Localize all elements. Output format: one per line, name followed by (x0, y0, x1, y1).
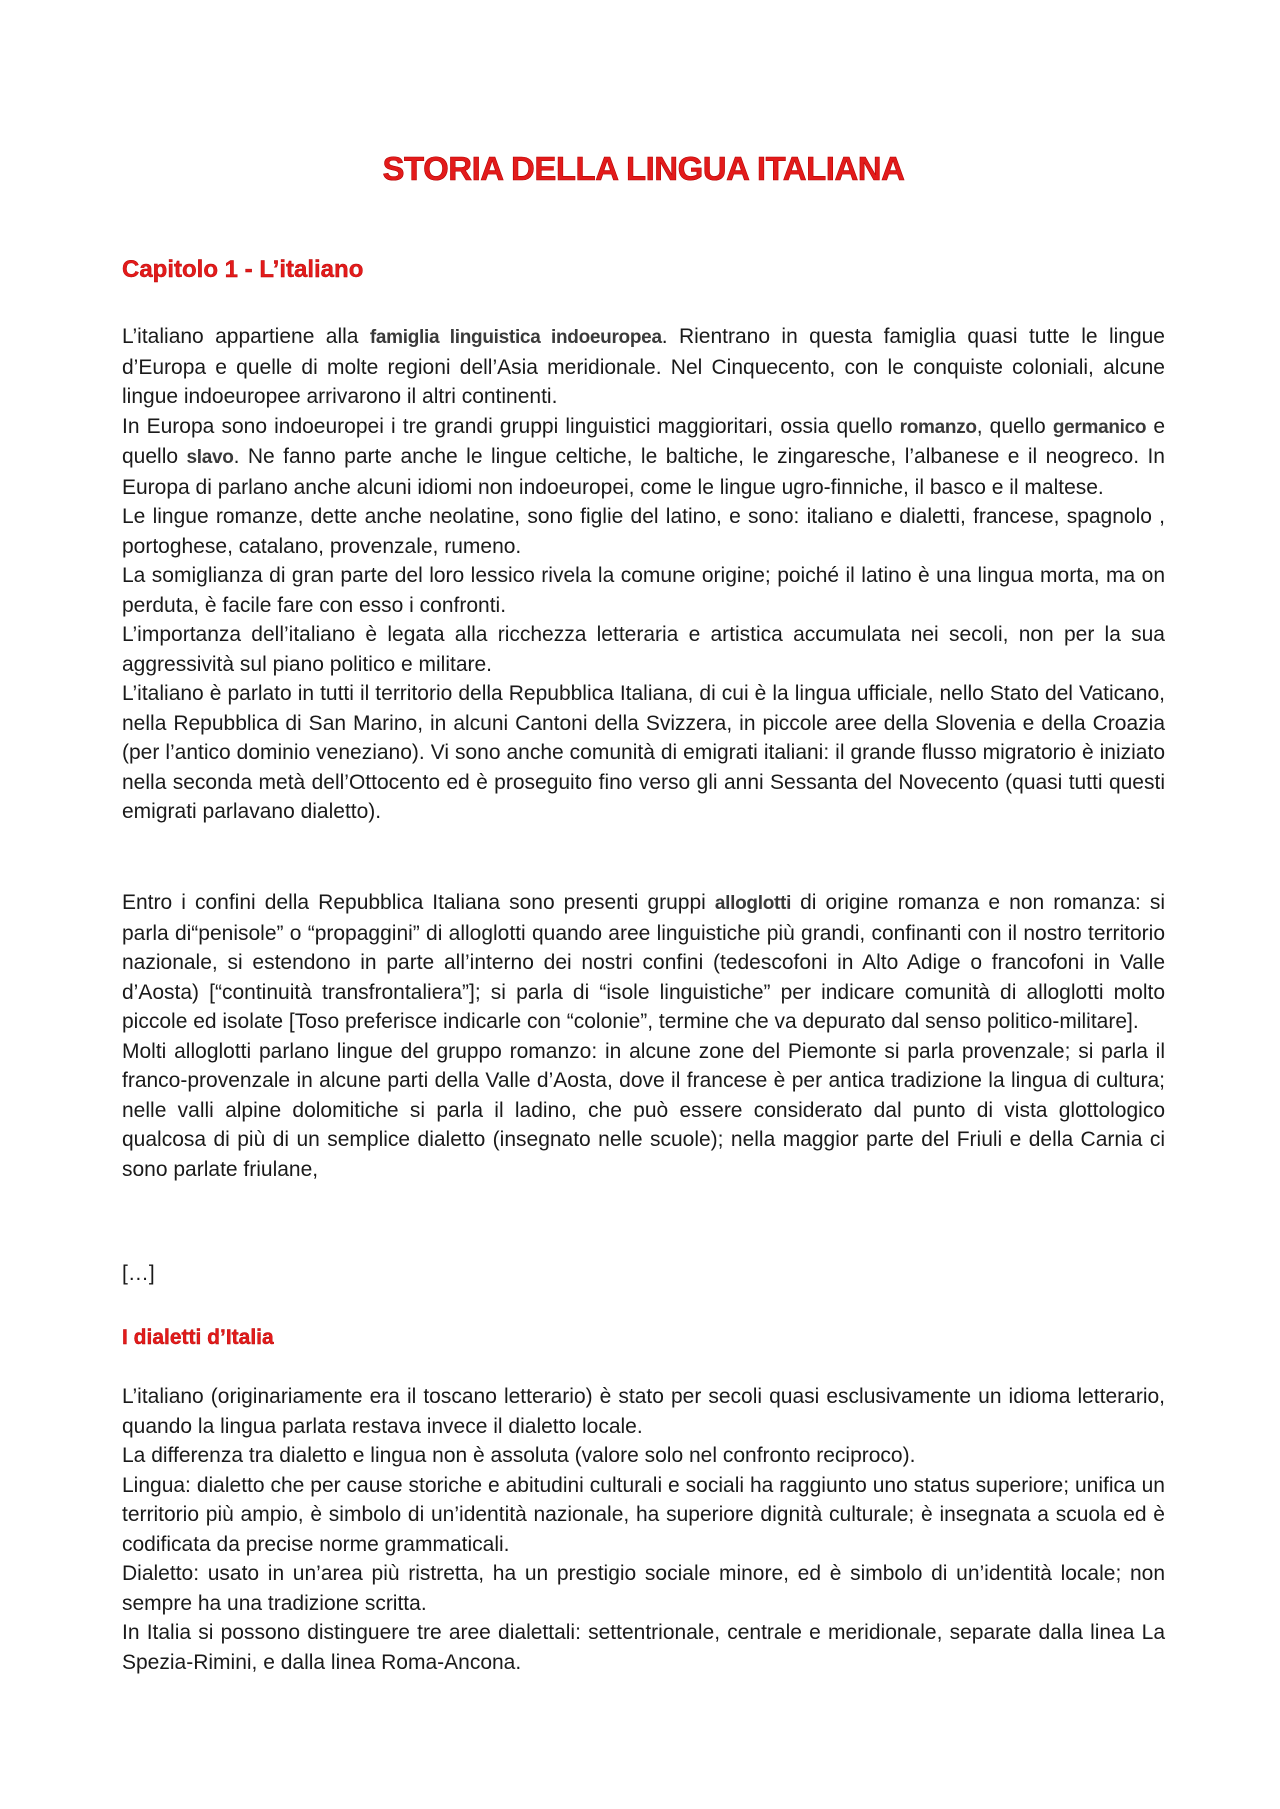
text: e quello (122, 414, 1165, 468)
omitted-text-marker: […] (122, 1262, 155, 1285)
dialetti-block (122, 1382, 1165, 1677)
text: L’italiano appartiene alla (122, 325, 370, 348)
chapter-1-block-b (122, 888, 1165, 1184)
keyword-romanzo: romanzo (899, 416, 977, 438)
keyword-famiglia-linguistica: famiglia linguistica indoeuropea (369, 327, 662, 348)
text: . Ne fanno parte anche le lingue celtiche, le baltiche, le zingaresche, l’albanese e il neogreco. In Europa di parlano anche alcuni idiomi non indoeuropei, come le lingue ugro-finniche, il basco e il maltese. (122, 445, 1165, 499)
text: , quello (976, 414, 1053, 438)
paragraph-idioma-letterario: L’italiano (originariamente era il toscano letterario) è stato per secoli quasi esclusivamente un idioma letterario, quando la lingua parlata restava invece il dialetto locale. (122, 1385, 1165, 1438)
section-title-dialetti: I dialetti d’Italia (122, 1326, 274, 1349)
document-title: STORIA DELLA LINGUA ITALIANA (382, 150, 905, 187)
text: Entro i confini della Repubblica Italiana sono presenti gruppi (122, 891, 715, 914)
chapter-title: Capitolo 1 - L’italiano (122, 256, 364, 283)
paragraph-famiglia (122, 322, 1165, 412)
keyword-germanico: germanico (1052, 416, 1147, 438)
text: . Rientrano in questa famiglia quasi tutte le lingue d’Europa e quelle di molte regioni dell’Asia meridionale. Nel Cinquecento, con le conquiste coloniali, alcune lingue indoeuropee arrivarono il altri continenti. (122, 325, 1165, 408)
paragraph-lingue-romanze: Le lingue romanze, dette anche neolatine, sono figlie del latino, e sono: italiano e dialetti, francese, spagnolo , portoghese, catalano, provenzale, rumeno. (122, 505, 1165, 558)
chapter-1-block-a (122, 322, 1165, 827)
paragraph-aree-dialettali: In Italia si possono distinguere tre aree dialettali: settentrionale, centrale e meridionale, separate dalla linea La Spezia-Rimini, e dalla linea Roma-Ancona. (122, 1621, 1165, 1674)
paragraph-importanza: L’importanza dell’italiano è legata alla ricchezza letteraria e artistica accumulata nei secoli, non per la sua aggressività sul piano politico e militare. (122, 623, 1165, 676)
text: di origine romanza e non romanza: si parla di“penisole” o “propaggini” di alloglotti quando aree linguistiche più grandi, confinanti con il nostro territorio nazionale, si estendono in parte all’interno dei nostri confini (tedescofoni in Alto Adige o francofoni in Valle d’Aosta) [“continuità transfrontaliera”]; si parla di “isole linguistiche” per indicare comunità di alloglotti molto piccole ed isolate [Toso preferisce indicarle con “colonie”, termine che va depurato dal senso politico-militare]. (122, 891, 1165, 1033)
paragraph-somiglianza: La somiglianza di gran parte del loro lessico rivela la comune origine; poiché il latino è una lingua morta, ma on perduta, è facile fare con esso i confronti. (122, 564, 1165, 617)
paragraph-differenza: La differenza tra dialetto e lingua non è assoluta (valore solo nel confronto reciproco). (122, 1444, 916, 1467)
keyword-alloglotti: alloglotti (714, 893, 792, 914)
paragraph-gruppi (122, 412, 1165, 503)
paragraph-dialetto-definizione: Dialetto: usato in un’area più ristretta, ha un prestigio sociale minore, ed è simbolo di un’identità locale; non sempre ha una tradizione scritta. (122, 1562, 1165, 1615)
paragraph-lingua-definizione: Lingua: dialetto che per cause storiche e abitudini culturali e sociali ha raggiunto uno status superiore; unifica un territorio più ampio, è simbolo di un’identità nazionale, ha superiore dignità culturale; è insegnata a scuola ed è codificata da precise norme grammaticali. (122, 1473, 1165, 1556)
keyword-slavo: slavo (186, 447, 234, 468)
text: In Europa sono indoeuropei i tre grandi gruppi linguistici maggioritari, ossia quello (122, 414, 900, 438)
paragraph-diffusione: L’italiano è parlato in tutti il territorio della Repubblica Italiana, di cui è la lingua ufficiale, nello Stato del Vaticano, nella Repubblica di San Marino, in alcuni Cantoni della Svizzera, in piccole aree della Slovenia e della Croazia (per l’antico dominio veneziano). Vi sono anche comunità di emigrati italiani: il grande flusso migratorio è iniziato nella seconda metà dell’Ottocento ed è proseguito fino verso gli anni Sessanta del Novecento (quasi tutti questi emigrati parlavano dialetto). (122, 682, 1165, 823)
paragraph-alloglotti (122, 888, 1165, 1037)
paragraph-gruppo-romanzo: Molti alloglotti parlano lingue del gruppo romanzo: in alcune zone del Piemonte si parla provenzale; si parla il franco-provenzale in alcune parti della Valle d’Aosta, dove il francese è per antica tradizione la lingua di cultura; nelle valli alpine dolomitiche si parla il ladino, che può essere considerato dal punto di vista glottologico qualcosa di più di un semplice dialetto (insegnato nelle scuole); nella maggior parte del Friuli e della Carnia ci sono parlate friulane, (122, 1039, 1165, 1181)
